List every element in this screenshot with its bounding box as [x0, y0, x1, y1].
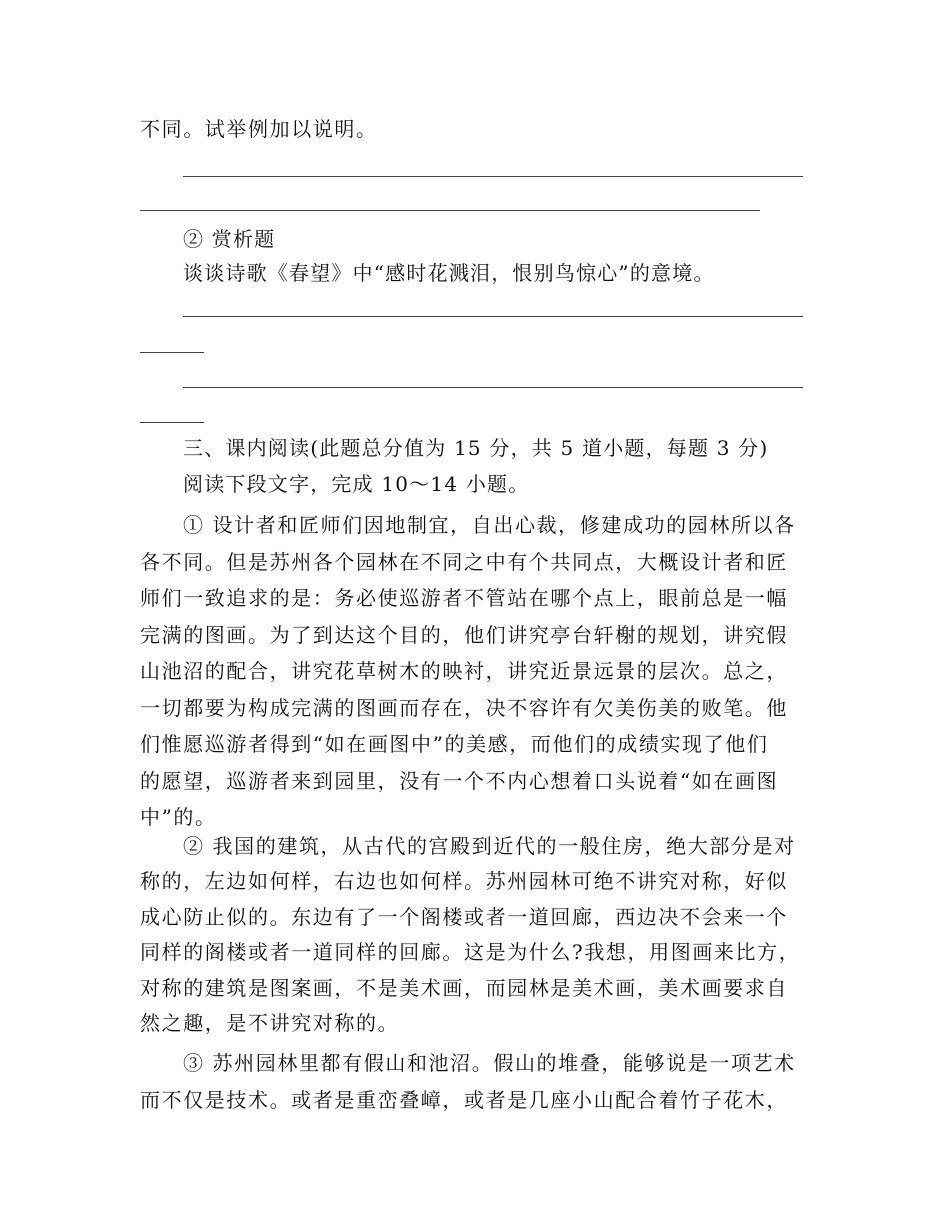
- section3-instruction: 阅读下段文字，完成 10～14 小题。: [183, 472, 530, 496]
- appreciation-question: 谈谈诗歌《春望》中“感时花溅泪，恨别鸟惊心”的意境。: [183, 261, 715, 285]
- answer-line: [140, 352, 204, 353]
- passage-line: 们惟愿巡游者得到“如在画图中”的美感，而他们的成绩实现了他们: [140, 732, 769, 756]
- passage-line: ① 设计者和匠师们因地制宜，自出心裁，修建成功的园林所以各: [183, 513, 796, 537]
- section3-heading: 三、课内阅读(此题总分值为 15 分，共 5 道小题，每题 3 分): [183, 436, 769, 460]
- passage-line: 师们一致追求的是：务必使巡游者不管站在哪个点上，眼前总是一幅: [140, 586, 788, 610]
- passage-line: 对称的建筑是图案画，不是美术画，而园林是美术画，美术画要求自: [140, 975, 788, 1000]
- passage-line: ③ 苏州园林里都有假山和池沼。假山的堆叠，能够说是一项艺术: [183, 1051, 796, 1075]
- answer-line: [183, 176, 803, 177]
- passage-line: 然之趣，是不讲究对称的。: [140, 1011, 400, 1036]
- passage-paragraph-1: [140, 507, 796, 836]
- answer-line: [140, 210, 760, 211]
- answer-line: [183, 387, 803, 388]
- passage-line: 中”的。: [140, 805, 217, 829]
- passage-line: 一切都要为构成完满的图画而存在，决不容许有欠美伤美的败笔。他: [140, 695, 788, 720]
- passage-line: 各不同。但是苏州各个园林在不同之中有个共同点，大概设计者和匠: [140, 549, 788, 574]
- appreciation-heading: ② 赏析题: [183, 227, 276, 251]
- intro-tail-text: 不同。试举例加以说明。: [140, 117, 378, 141]
- passage-line: ② 我国的建筑，从古代的宫殿到近代的一般住房，绝大部分是对: [183, 834, 796, 858]
- passage-paragraph-2: [140, 829, 800, 1041]
- answer-line: [140, 422, 204, 423]
- passage-paragraph-3: [140, 1045, 796, 1119]
- passage-line: 而不仅是技术。或者是重峦叠嶂，或者是几座小山配合着竹子花木，: [140, 1088, 788, 1112]
- passage-line: 成心防止似的。东边有了一个阁楼或者一道回廊，西边决不会来一个: [140, 904, 788, 929]
- passage-line: 完满的图画。为了到达这个目的，他们讲究亭台轩榭的规划，讲究假: [140, 622, 788, 647]
- passage-line: 的愿望，巡游者来到园里，没有一个不内心想着口头说着“如在画图: [140, 768, 779, 793]
- passage-line: 山池沼的配合，讲究花草树木的映衬，讲究近景远景的层次。总之，: [140, 659, 788, 683]
- passage-line: 称的，左边如何样，右边也如何样。苏州园林可绝不讲究对称，好似: [140, 869, 788, 894]
- answer-line: [183, 316, 803, 317]
- passage-line: 同样的阁楼或者一道同样的回廊。这是为什么?我想，用图画来比方，: [140, 940, 801, 965]
